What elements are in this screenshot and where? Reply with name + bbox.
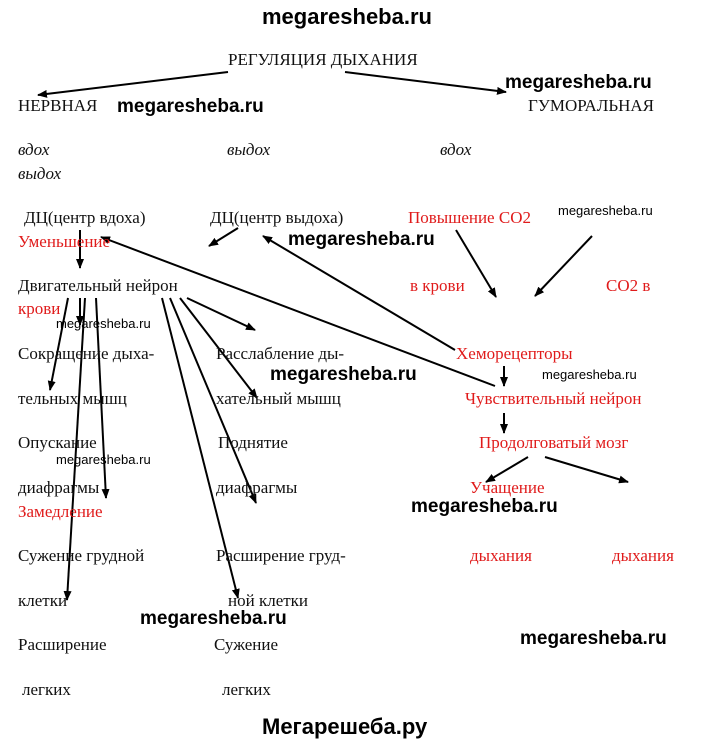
arrow-motor-relaxation	[187, 298, 255, 330]
co2-in-label: СО2 в	[606, 276, 651, 295]
decrease-label: Уменьшение	[18, 232, 111, 251]
watermark: megaresheba.ru	[520, 628, 667, 649]
watermark-top: megaresheba.ru	[262, 4, 432, 29]
contraction-line-2: тельных мышц	[18, 389, 127, 408]
raising-label: Поднятие	[218, 433, 288, 452]
quickening-label: Учащение	[470, 478, 545, 497]
diaphragm-label: диафрагмы	[18, 478, 100, 497]
nervous-label: НЕРВНАЯ	[18, 96, 98, 115]
expansion-chest: Расширение груд-	[216, 546, 346, 565]
watermark: megaresheba.ru	[117, 96, 264, 117]
co2-increase: Повышение СО2	[408, 208, 531, 227]
inhale-label: вдох	[18, 140, 50, 159]
watermark: megaresheba.ru	[505, 72, 652, 93]
exhale-label: выдох	[227, 140, 271, 159]
contraction-line-1: Сокращение дыха-	[18, 344, 155, 363]
arrow-co2b-chemo	[535, 236, 592, 296]
motor-neuron: Двигательный нейрон	[18, 276, 178, 295]
sensory-neuron: Чувствительный нейрон	[465, 389, 642, 408]
lowering-label: Опускание	[18, 433, 97, 452]
breathing-label: дыхания	[470, 546, 532, 565]
arrow-title-humoral	[345, 72, 506, 92]
watermark: megaresheba.ru	[56, 452, 151, 467]
arrow-title-nervous	[38, 72, 228, 95]
in-blood-label: в крови	[410, 276, 465, 295]
arrow-exhale-dc	[209, 228, 238, 246]
slowing-label: Замедление	[18, 502, 103, 521]
watermark: megaresheba.ru	[411, 496, 558, 517]
dc-inhale: ДЦ(центр вдоха)	[24, 208, 146, 227]
lungs-label-2: легких	[222, 680, 271, 699]
inhale-label-2: вдох	[440, 140, 472, 159]
arrow-medulla-slow	[545, 457, 628, 482]
watermark: megaresheba.ru	[288, 229, 435, 250]
humoral-label: ГУМОРАЛЬНАЯ	[528, 96, 654, 115]
watermark: megaresheba.ru	[542, 367, 637, 382]
narrowing-chest: Сужение грудной	[18, 546, 145, 565]
relaxation-line-2: хательный мышц	[216, 389, 341, 408]
watermark: megaresheba.ru	[270, 364, 417, 385]
relaxation-line-1: Расслабление ды-	[216, 344, 345, 363]
diagram-title: РЕГУЛЯЦИЯ ДЫХАНИЯ	[228, 50, 418, 69]
exhale-label-2: выдох	[18, 164, 62, 183]
dc-exhale: ДЦ(центр выдоха)	[210, 208, 344, 227]
chest-label-2: ной клетки	[228, 591, 309, 610]
lung-narrowing: Сужение	[214, 635, 278, 654]
footer-watermark: Мегарешеба.ру	[262, 714, 428, 739]
watermark: megaresheba.ru	[140, 608, 287, 629]
lungs-label: легких	[22, 680, 71, 699]
lung-expansion: Расширение	[18, 635, 107, 654]
watermark: megaresheba.ru	[56, 316, 151, 331]
blood-label: крови	[18, 299, 61, 318]
medulla: Продолговатый мозг	[479, 433, 629, 452]
breathing-label-2: дыхания	[612, 546, 674, 565]
chemoreceptors: Хеморецепторы	[456, 344, 573, 363]
chest-label: клетки	[18, 591, 68, 610]
diaphragm-label-2: диафрагмы	[216, 478, 298, 497]
watermark: megaresheba.ru	[558, 203, 653, 218]
